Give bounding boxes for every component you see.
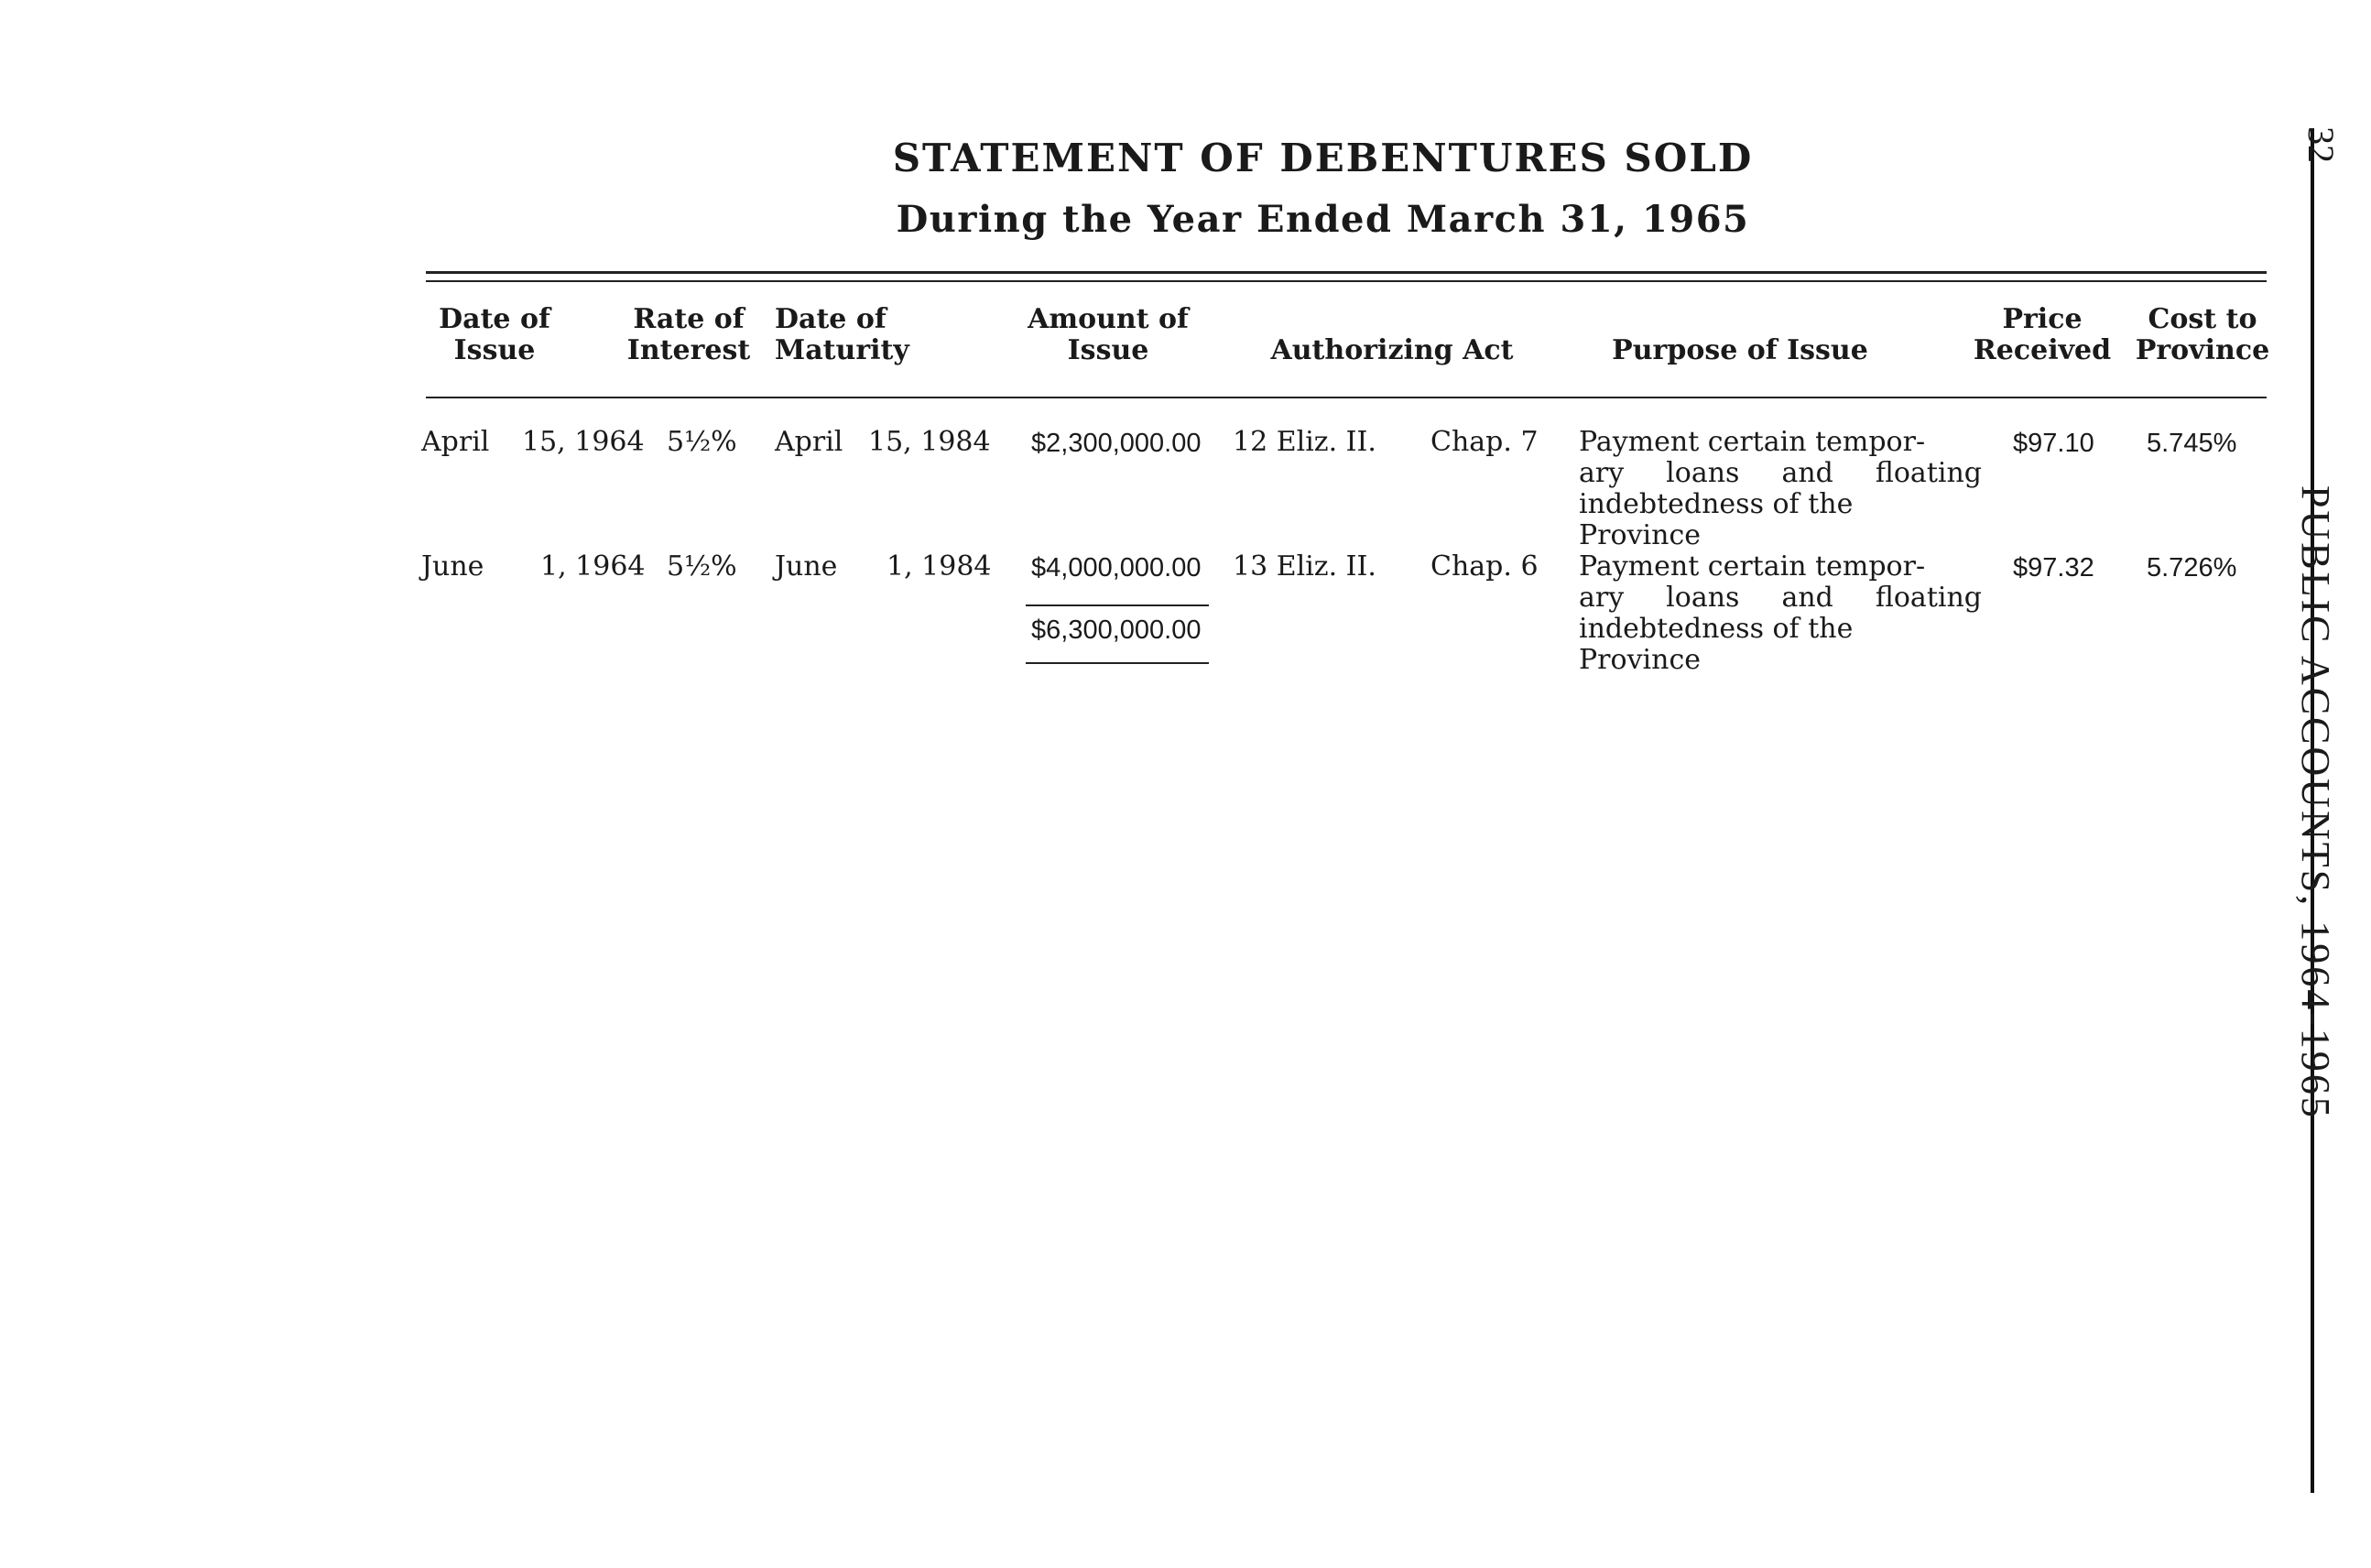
total-top-rule xyxy=(1026,604,1209,606)
act-statute: 12 Eliz. II. xyxy=(1233,426,1376,458)
price-received: $97.10 xyxy=(2013,429,2094,458)
maturity-month: April xyxy=(775,426,843,458)
maturity-day: 15, 1984 xyxy=(868,426,991,458)
page-subtitle: During the Year Ended March 31, 1965 xyxy=(896,198,1750,241)
header-date-of-maturity: Date of Maturity xyxy=(775,303,909,366)
header-top-rule-2 xyxy=(426,280,2267,282)
interest-rate: 5½% xyxy=(667,426,737,458)
issue-month: April xyxy=(421,426,490,458)
header-rate-of-interest: Rate of Interest xyxy=(626,303,751,366)
issue-day: 15, 1964 xyxy=(522,426,645,458)
act-chapter: Chap. 7 xyxy=(1430,426,1539,458)
page-number: 32 xyxy=(2300,126,2342,163)
header-purpose-of-issue: Purpose of Issue xyxy=(1612,334,1868,366)
issue-month: June xyxy=(421,550,484,583)
cost-to-province: 5.745% xyxy=(2147,429,2237,458)
header-date-of-issue: Date of Issue xyxy=(439,303,550,366)
act-chapter: Chap. 6 xyxy=(1430,550,1539,583)
issue-day: 1, 1964 xyxy=(540,550,646,583)
total-amount: $6,300,000.00 xyxy=(1031,615,1202,645)
issue-purpose: Payment certain tempor- ary loans and floating indebtedness of the Province xyxy=(1579,550,1982,676)
interest-rate: 5½% xyxy=(667,550,737,583)
maturity-day: 1, 1984 xyxy=(886,550,992,583)
header-top-rule xyxy=(426,271,2267,274)
header-bottom-rule xyxy=(426,397,2267,398)
total-bottom-rule xyxy=(1026,662,1209,664)
issue-amount: $2,300,000.00 xyxy=(1031,429,1202,458)
issue-amount: $4,000,000.00 xyxy=(1031,553,1202,583)
act-statute: 13 Eliz. II. xyxy=(1233,550,1376,583)
running-header: PUBLIC ACCOUNTS, 1964-1965 xyxy=(2293,485,2338,1120)
cost-to-province: 5.726% xyxy=(2147,553,2237,583)
header-authorizing-act: Authorizing Act xyxy=(1270,334,1514,366)
header-price-received: Price Received xyxy=(1973,303,2112,366)
header-amount-of-issue: Amount of Issue xyxy=(1028,303,1189,366)
maturity-month: June xyxy=(775,550,838,583)
header-cost-to-province: Cost to Province xyxy=(2135,303,2270,366)
issue-purpose: Payment certain tempor- ary loans and floating indebtedness of the Province xyxy=(1579,426,1982,551)
price-received: $97.32 xyxy=(2013,553,2094,583)
page-title: STATEMENT OF DEBENTURES SOLD xyxy=(892,136,1754,180)
